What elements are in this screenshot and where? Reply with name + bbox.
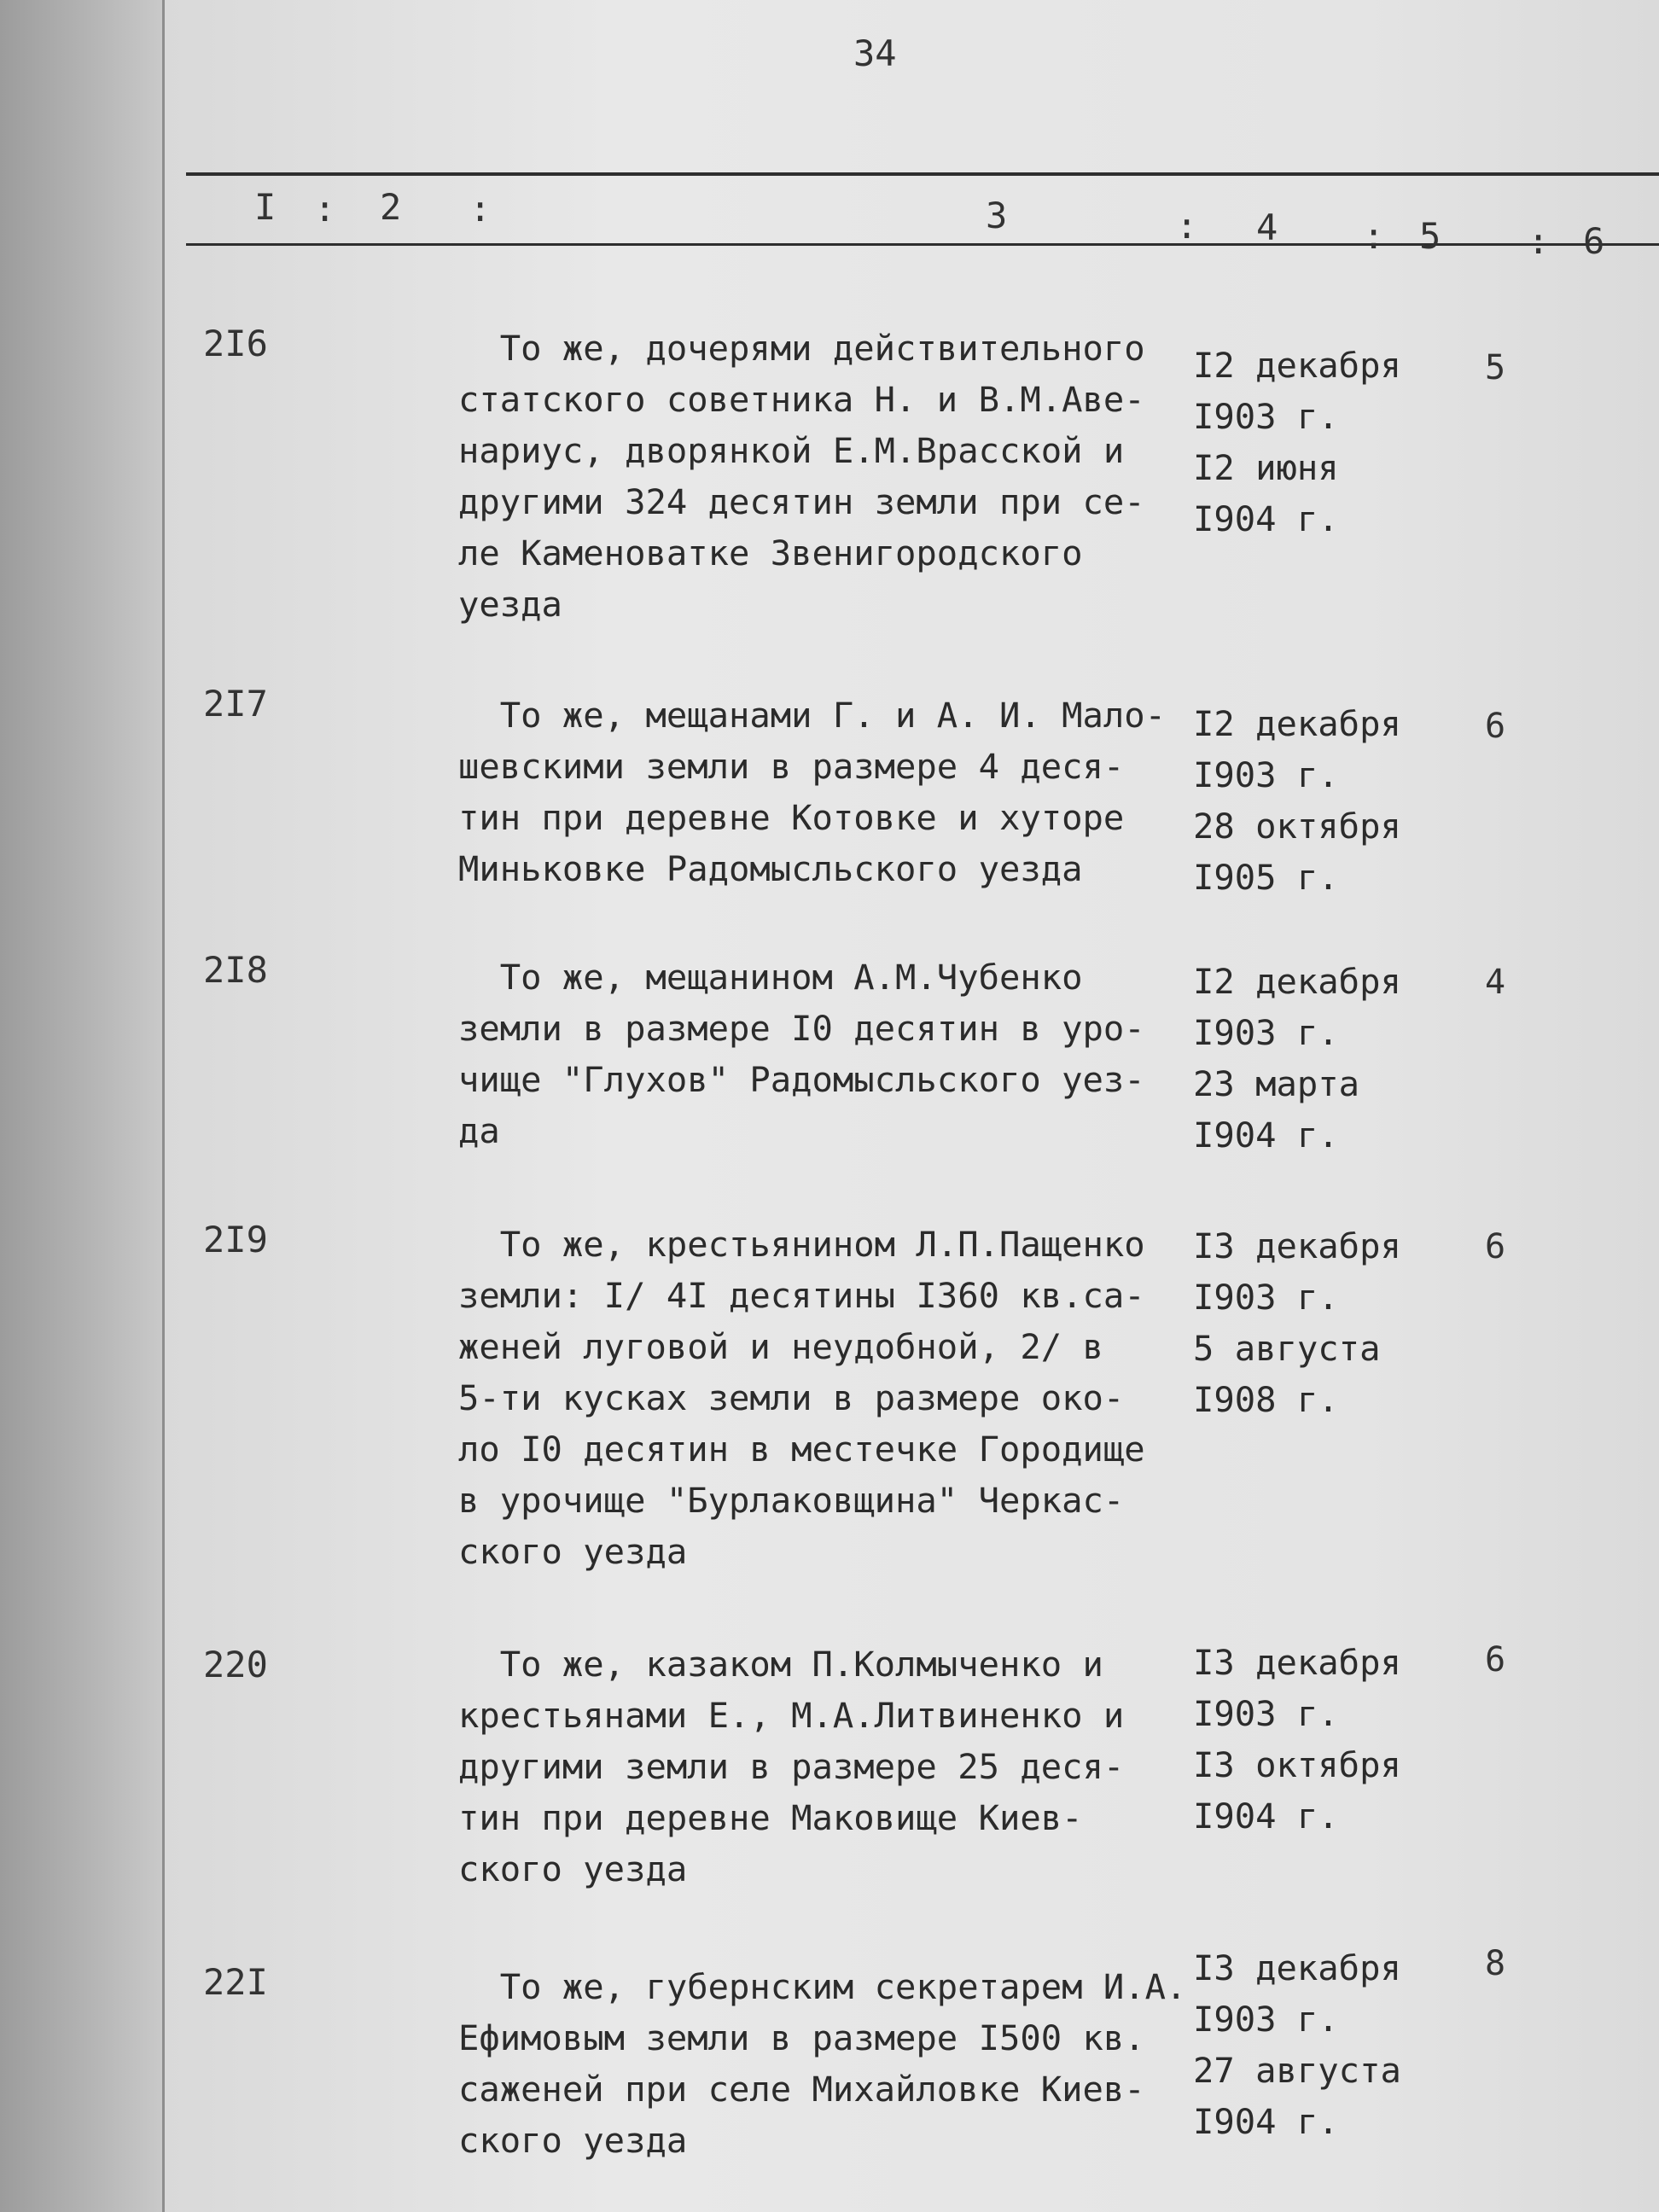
entry-sheet-count: 8 <box>1485 1944 1506 1983</box>
entry-description: То же, губернским секретарем И.А. Ефимовым земли в размере I500 кв. саженей при селе Михайловке Киев- ского уезда <box>458 1966 1187 2161</box>
column-header-1: I <box>254 186 276 228</box>
entry-description: То же, мещанином А.М.Чубенко земли в размере I0 десятин в уро- чище "Глухов" Радомысльского уез- да <box>458 957 1145 1151</box>
column-separator: : <box>469 188 492 230</box>
entry-dates: I2 декабря I903 г. 23 марта I904 г. <box>1193 961 1401 1155</box>
column-header-6: 6 <box>1583 220 1605 262</box>
entry-dates: I2 декабря I903 г. I2 июня I904 г. <box>1193 345 1401 539</box>
entry-number: 220 <box>203 1644 268 1685</box>
entry-dates: I2 декабря I903 г. 28 октября I905 г. <box>1193 703 1401 898</box>
entry-dates: I3 декабря I903 г. I3 октября I904 г. <box>1193 1642 1401 1837</box>
entry-sheet-count: 4 <box>1485 963 1506 1002</box>
entry-dates: I3 декабря I903 г. 5 августа I908 г. <box>1193 1225 1401 1420</box>
entry-number: 2I6 <box>203 323 268 364</box>
column-header-3: 3 <box>986 195 1008 236</box>
entry-description: То же, казаком П.Колмыченко и крестьянами Е., М.А.Литвиненко и другими земли в размере 25 деся- тин при деревне Маковище Киев- ского уезда <box>458 1644 1125 1889</box>
entry-description: То же, мещанами Г. и А. И. Мало- шевскими земли в размере 4 деся- тин при деревне Котовке и хуторе Миньковке Радомысльского уезда <box>458 695 1167 889</box>
entry-dates: I3 декабря I903 г. 27 августа I904 г. <box>1193 1947 1401 2142</box>
column-separator: : <box>1363 215 1385 257</box>
entry-sheet-count: 5 <box>1485 348 1506 387</box>
entry-sheet-count: 6 <box>1485 1227 1506 1266</box>
entry-description: То же, крестьянином Л.П.Пащенко земли: I/ 4I десятины I360 кв.са- женей луговой и неудобной, 2/ в 5-ти кусках земли в размере око- ло I0 десятин в местечке Городище в урочище "Бурлаковщина" Черкас- ского уезда <box>458 1224 1145 1572</box>
entry-description: То же, дочерями действительного статского советника Н. и В.М.Аве- нариус, дворянкой Е.М.Врасской и другими 324 десятин земли при се- ле Каменоватке Звенигородского уезда <box>458 328 1145 625</box>
page-number: 34 <box>853 32 897 74</box>
entry-number: 2I8 <box>203 949 268 991</box>
entry-sheet-count: 6 <box>1485 707 1506 746</box>
book-binding-shadow <box>0 0 162 2212</box>
column-header-5: 5 <box>1419 215 1441 257</box>
column-separator: : <box>1176 205 1198 247</box>
column-separator: : <box>1528 220 1550 262</box>
entry-sheet-count: 6 <box>1485 1640 1506 1679</box>
entry-number: 2I9 <box>203 1219 268 1260</box>
column-header-2: 2 <box>380 186 402 228</box>
entry-number: 2I7 <box>203 683 268 725</box>
entry-number: 22I <box>203 1961 268 2003</box>
header-rule-top <box>186 172 1659 176</box>
column-separator: : <box>314 188 336 230</box>
column-header-4: 4 <box>1256 207 1278 248</box>
